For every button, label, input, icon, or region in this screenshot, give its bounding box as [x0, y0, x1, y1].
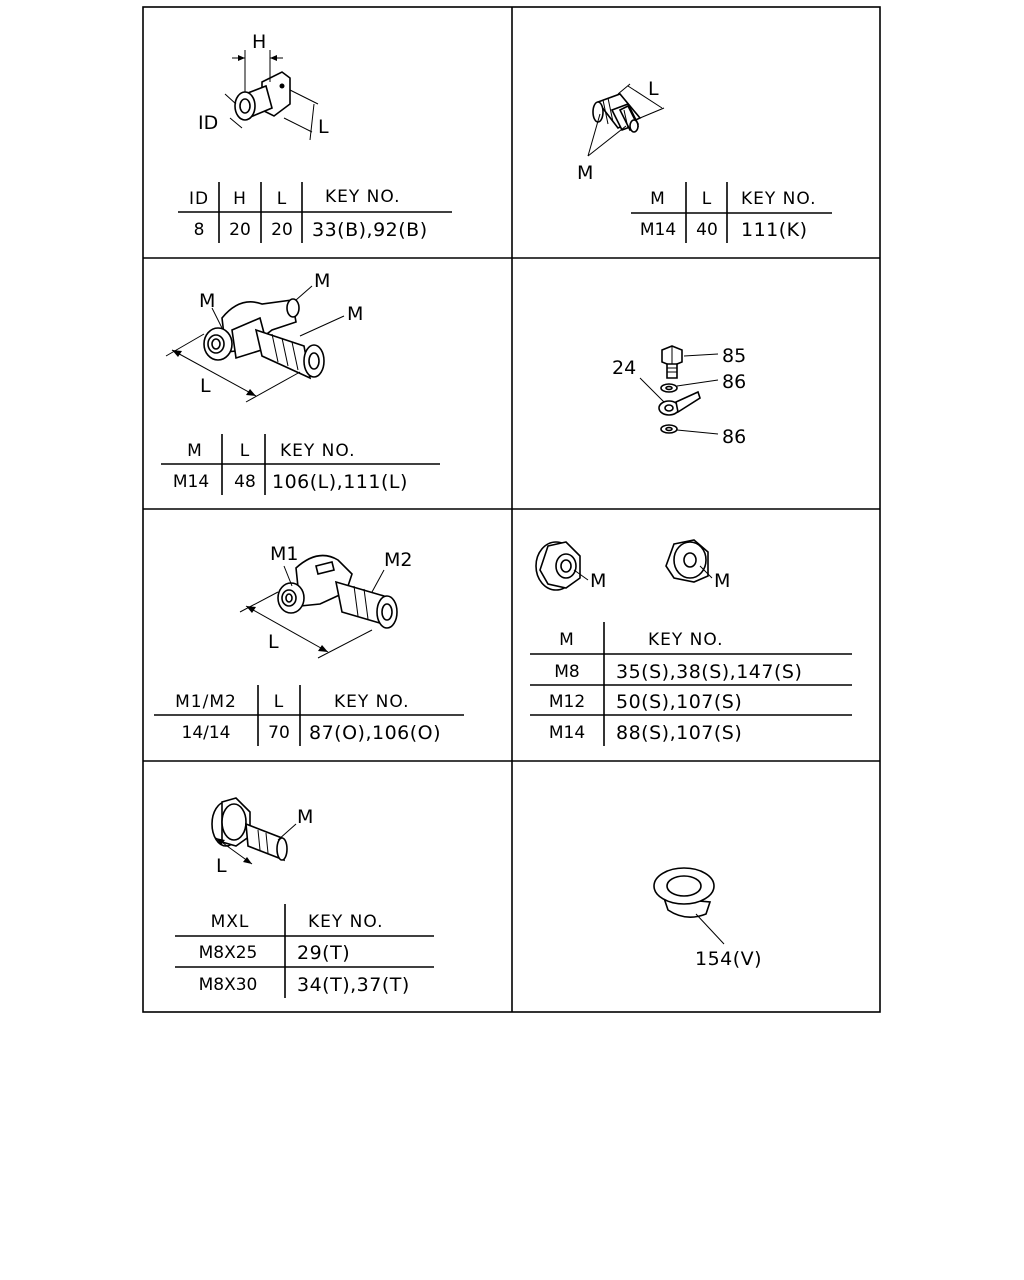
label-h: H	[252, 31, 267, 53]
label-l: L	[648, 78, 659, 100]
label-m-right: M	[347, 303, 364, 325]
header-m: M	[187, 441, 203, 461]
header-key-no: KEY NO.	[280, 441, 356, 461]
panel-bracket	[178, 31, 452, 243]
spec-table	[631, 182, 832, 243]
panel-grommet	[654, 868, 762, 970]
cell-key-no: 35(S),38(S),147(S)	[616, 661, 803, 683]
header-m: M	[559, 630, 575, 650]
spec-table	[530, 622, 852, 746]
table-row	[199, 942, 350, 964]
cell-key-no: 50(S),107(S)	[616, 691, 743, 713]
header-m: M	[650, 189, 666, 209]
label-l: L	[318, 116, 329, 138]
cell-m: M8	[554, 662, 580, 682]
cell-key-no: 106(L),111(L)	[272, 471, 408, 493]
header-m1-m2: M1/M2	[175, 692, 237, 712]
hex-nut-illustration	[666, 540, 712, 582]
callout-86-top: 86	[722, 371, 747, 393]
table-row	[549, 691, 742, 713]
cell-key-no: 111(K)	[741, 219, 808, 241]
cell-m: M14	[639, 220, 677, 240]
panel-flange-bolt	[175, 798, 434, 998]
flange-nut-illustration	[536, 542, 588, 590]
cell-key-no: 34(T),37(T)	[297, 974, 410, 996]
label-m2: M2	[384, 549, 413, 571]
cell-key-no: 29(T)	[297, 942, 351, 964]
panel-tee-fitting	[161, 270, 440, 495]
elbow-illustration	[240, 556, 397, 659]
header-l: L	[276, 189, 288, 209]
cell-mxl: M8X30	[198, 975, 258, 995]
cell-l: 40	[696, 220, 718, 240]
callout-24: 24	[612, 357, 637, 379]
label-l: L	[216, 855, 227, 877]
panel-stud	[577, 78, 832, 243]
cell-l: 70	[268, 723, 290, 743]
header-key-no: KEY NO.	[334, 692, 410, 712]
cell-m: M14	[172, 472, 210, 492]
cell-m: M12	[548, 692, 586, 712]
label-m: M	[577, 162, 594, 184]
cell-m1-m2: 14/14	[181, 723, 231, 743]
label-m-top: M	[314, 270, 331, 292]
header-key-no: KEY NO.	[741, 189, 817, 209]
cell-key-no: 87(O),106(O)	[309, 722, 442, 744]
callout-85: 85	[722, 345, 747, 367]
spec-table	[161, 434, 440, 495]
header-l: L	[239, 441, 251, 461]
callout-86-bottom: 86	[722, 426, 747, 448]
bracket-illustration	[225, 50, 318, 140]
header-key-no: KEY NO.	[325, 187, 401, 207]
cell-l: 48	[234, 472, 256, 492]
banjo-illustration	[640, 346, 718, 434]
cell-m: M14	[548, 723, 586, 743]
label-l: L	[200, 375, 211, 397]
header-key-no: KEY NO.	[648, 630, 724, 650]
table-row	[554, 661, 802, 683]
header-mxl: MXL	[210, 912, 250, 932]
spec-table	[154, 685, 464, 746]
spec-table	[178, 182, 452, 243]
label-m1: M1	[270, 543, 299, 565]
tee-illustration	[166, 286, 344, 402]
cell-key-no: 33(B),92(B)	[312, 219, 428, 241]
cell-key-no: 88(S),107(S)	[616, 722, 743, 744]
cell-mxl: M8X25	[198, 943, 258, 963]
header-l: L	[701, 189, 713, 209]
header-h: H	[233, 189, 247, 209]
cell-h: 20	[229, 220, 251, 240]
grommet-illustration	[654, 868, 724, 944]
table-row	[199, 974, 410, 996]
table-row	[549, 722, 742, 744]
label-m: M	[297, 806, 314, 828]
label-m-hex-nut: M	[714, 570, 731, 592]
label-id: ID	[198, 112, 219, 134]
header-key-no: KEY NO.	[308, 912, 384, 932]
spec-table	[175, 904, 434, 998]
header-l: L	[273, 692, 285, 712]
cell-l: 20	[271, 220, 293, 240]
panel-elbow-fitting	[154, 543, 464, 746]
panel-banjo-assembly	[612, 345, 746, 448]
cell-id: 8	[193, 220, 205, 240]
grid-frame	[143, 7, 880, 1012]
label-l: L	[268, 631, 279, 653]
header-id: ID	[188, 189, 210, 209]
callout-154: 154(V)	[695, 948, 763, 970]
panel-nuts	[530, 540, 852, 746]
label-m-flange-nut: M	[590, 570, 607, 592]
label-m-left: M	[199, 290, 216, 312]
